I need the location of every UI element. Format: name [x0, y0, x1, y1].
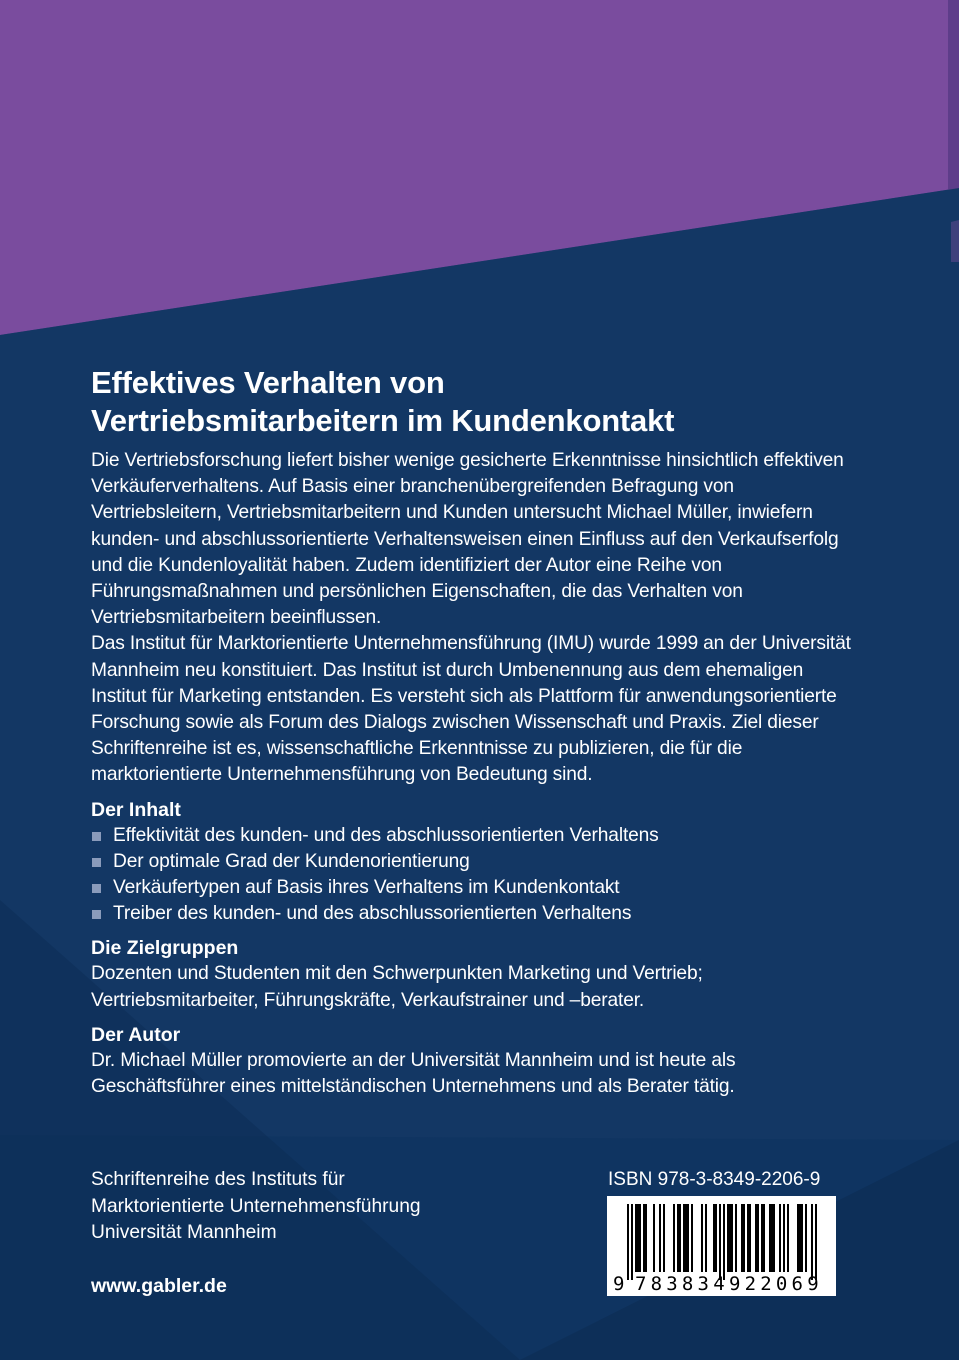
book-title — [91, 364, 851, 440]
barcode — [607, 1196, 836, 1296]
barcode-bar — [679, 1204, 681, 1272]
zielgruppen-heading: Die Zielgruppen — [91, 937, 239, 960]
barcode-bar — [713, 1204, 715, 1272]
title-line-1: Effektives Verhalten von — [91, 365, 445, 400]
barcode-bar — [779, 1204, 781, 1272]
barcode-bar — [787, 1204, 789, 1272]
barcode-bar — [719, 1204, 721, 1280]
barcode-bar — [811, 1204, 813, 1280]
barcode-bar — [747, 1204, 749, 1272]
inhalt-list — [91, 823, 851, 928]
barcode-bar — [757, 1204, 759, 1272]
barcode-bar — [797, 1204, 799, 1272]
barcode-bar — [727, 1204, 729, 1272]
barcode-bar — [691, 1204, 693, 1272]
barcode-bar — [723, 1204, 725, 1280]
barcode-bar — [799, 1204, 801, 1272]
series-description: Das Institut für Marktorientierte Unternehmensführung (IMU) wurde 1999 an der Universität Mannheim neu konstituiert. Das Institut ist durch Umbenennung aus dem ehemaligen Institut für Marketing entstanden. Es versteht sich als Plattform für anwendungsorientierte Forschung sowie als Forum des Dialogs zwischen Wissenschaft und Praxis. Ziel dieser Schriftenreihe ist es, wissenschaftliche Erkenntnisse zu publizieren, die für die marktorientierte Unternehmensführung von Bedeutung sind. — [91, 633, 851, 786]
autor-line-2: Geschäftsführer eines mittelständischen Unternehmens und als Berater tätig. — [91, 1076, 735, 1098]
barcode-bar — [801, 1204, 803, 1272]
barcode-bar — [741, 1204, 743, 1272]
barcode-bar — [685, 1204, 687, 1272]
barcode-bar — [627, 1204, 629, 1280]
barcode-bar — [763, 1204, 765, 1272]
barcode-digits — [607, 1272, 836, 1296]
barcode-bar — [639, 1204, 641, 1272]
autor-line-1: Dr. Michael Müller promovierte an der Universität Mannheim und ist heute als — [91, 1049, 736, 1071]
list-item: Verkäufertypen auf Basis ihres Verhaltens im Kundenkontakt — [91, 875, 851, 901]
barcode-bar — [771, 1204, 773, 1272]
barcode-bar — [645, 1204, 647, 1272]
autor-heading: Der Autor — [91, 1023, 181, 1046]
series-info — [91, 1167, 421, 1247]
bullet-square-icon — [92, 858, 101, 867]
barcode-bar — [749, 1204, 751, 1272]
inhalt-heading: Der Inhalt — [91, 798, 181, 821]
barcode-bar — [715, 1204, 717, 1272]
barcode-bar — [635, 1204, 637, 1272]
barcode-bar — [783, 1204, 785, 1272]
barcode-bar — [729, 1204, 731, 1272]
barcode-bar — [643, 1204, 645, 1272]
bullet-square-icon — [92, 832, 101, 841]
barcode-first-digit: 9 — [613, 1273, 625, 1295]
zielgruppen-line-2: Vertriebsmitarbeiter, Führungskräfte, Verkaufstrainer und –berater. — [91, 989, 645, 1011]
main-content — [91, 364, 851, 1100]
barcode-bar — [659, 1204, 661, 1272]
barcode-bar — [731, 1204, 733, 1272]
series-line-3: Universität Mannheim — [91, 1222, 277, 1244]
barcode-bar — [701, 1204, 703, 1272]
list-item: Effektivität des kunden- und des abschlussorientierten Verhaltens — [91, 823, 851, 849]
barcode-bar — [815, 1204, 817, 1280]
barcode-bar — [683, 1204, 685, 1272]
zielgruppen-text — [91, 961, 851, 1013]
zielgruppen-line-1: Dozenten und Studenten mit den Schwerpunkten Marketing und Vertrieb; — [91, 963, 703, 985]
barcode-bar — [735, 1204, 737, 1272]
title-line-2: Vertriebsmitarbeitern im Kundenkontakt — [91, 403, 675, 438]
barcode-bar — [631, 1204, 633, 1280]
barcode-left-group: 783834 — [635, 1273, 729, 1295]
barcode-bar — [805, 1204, 807, 1272]
barcode-bar — [677, 1204, 679, 1272]
autor-text — [91, 1048, 851, 1100]
barcode-bar — [673, 1204, 675, 1272]
barcode-bar — [761, 1204, 763, 1272]
list-item: Der optimale Grad der Kundenorientierung — [91, 849, 851, 875]
list-item: Treiber des kunden- und des abschlussorientierten Verhaltens — [91, 901, 851, 927]
website-link[interactable]: www.gabler.de — [91, 1275, 227, 1297]
series-line-1: Schriftenreihe des Instituts für — [91, 1169, 345, 1190]
barcode-bar — [637, 1204, 639, 1272]
barcode-bar — [687, 1204, 689, 1272]
barcode-bar — [773, 1204, 775, 1272]
bullet-square-icon — [92, 884, 101, 893]
barcode-bar — [755, 1204, 757, 1272]
barcode-bar — [769, 1204, 771, 1272]
series-line-2: Marktorientierte Unternehmensführung — [91, 1195, 421, 1217]
isbn-label: ISBN 978-3-8349-2206-9 — [608, 1169, 821, 1190]
barcode-bar — [743, 1204, 745, 1272]
purple-corner-strip — [948, 0, 959, 190]
barcode-bar — [653, 1204, 655, 1272]
barcode-right-group: 922069 — [729, 1273, 823, 1295]
bullet-square-icon — [92, 910, 101, 919]
barcode-bar — [705, 1204, 707, 1272]
book-description: Die Vertriebsforschung liefert bisher wenige gesicherte Erkenntnisse hinsichtlich effektiven Verkäuferverhaltens. Auf Basis einer branchenübergreifenden Befragung von Vertriebsleitern, Vertriebsmitarbeitern und Kunden untersucht Michael Müller, inwiefern kunden- und abschlussorientierte Verhaltensweisen einen Einfluss auf den Verkaufserfolg und die Kundenloyalität haben. Zudem identifiziert der Autor eine Reihe von Führungsmaßnahmen und persönlichen Eigenschaften, die das Verhalten von Vertriebsmitarbeitern beeinflussen. — [91, 450, 844, 629]
barcode-bar — [663, 1204, 665, 1272]
